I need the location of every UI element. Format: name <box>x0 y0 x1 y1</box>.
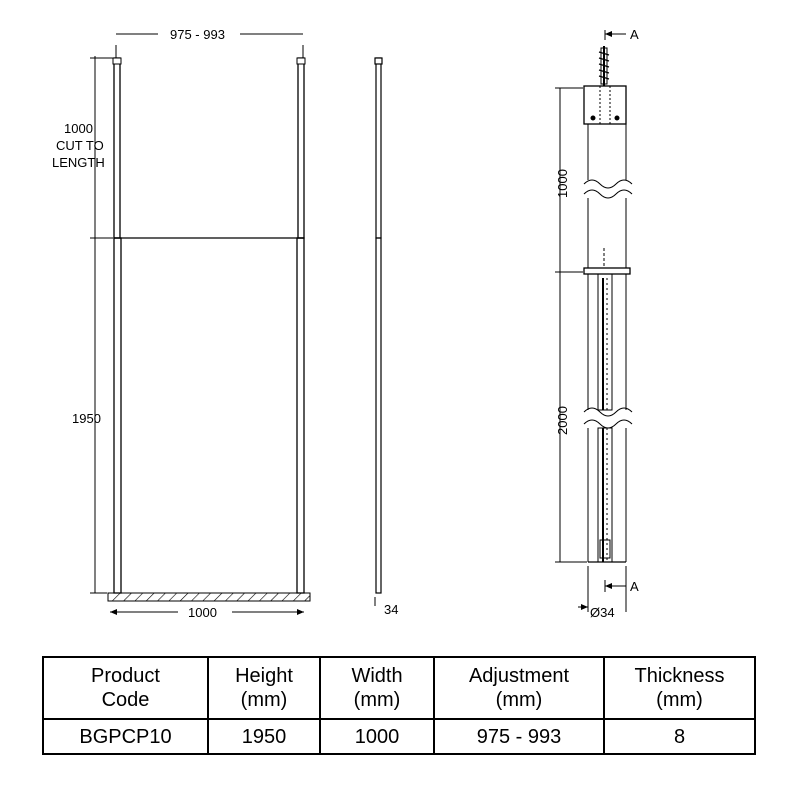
top-height-label-3: LENGTH <box>52 155 105 170</box>
front-view <box>90 34 310 612</box>
cell-width: 1000 <box>320 719 434 754</box>
lower-length-label: 2000 <box>555 406 570 435</box>
spec-table-header-row <box>43 657 755 719</box>
diameter-label: Ø34 <box>590 605 615 620</box>
table-row <box>43 719 755 754</box>
header-thickness: Thickness (mm) <box>604 657 755 719</box>
cell-adjustment: 975 - 993 <box>434 719 604 754</box>
header-height: Height (mm) <box>208 657 320 719</box>
spec-table <box>42 656 756 755</box>
section-mark-top: A <box>630 27 639 42</box>
top-height-label-1: 1000 <box>64 121 93 136</box>
panel-height-label: 1950 <box>72 411 101 426</box>
cell-height: 1950 <box>208 719 320 754</box>
top-height-label-2: CUT TO <box>56 138 104 153</box>
section-mark-bottom: A <box>630 579 639 594</box>
cell-thickness: 8 <box>604 719 755 754</box>
header-product-code: Product Code <box>43 657 208 719</box>
header-adjustment: Adjustment (mm) <box>434 657 604 719</box>
side-thickness-label: 34 <box>384 602 399 617</box>
width-range-label: 975 - 993 <box>170 27 225 42</box>
detail-view <box>555 30 632 612</box>
cell-product-code: BGPCP10 <box>43 719 208 754</box>
panel-width-label: 1000 <box>188 605 217 620</box>
side-view <box>375 58 382 606</box>
upper-length-label: 1000 <box>555 169 570 198</box>
header-width: Width (mm) <box>320 657 434 719</box>
